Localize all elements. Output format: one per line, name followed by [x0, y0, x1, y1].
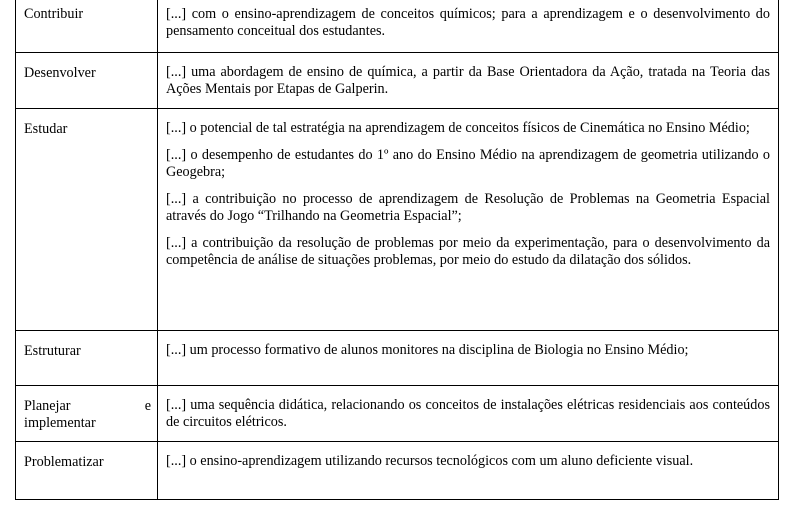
- description-text: [...] um processo formativo de alunos monitores na disciplina de Biologia no Ensino Médio;: [166, 342, 689, 358]
- description-cell: [158, 442, 779, 500]
- verb-cell: Estudar: [16, 109, 158, 331]
- description-cell: [158, 53, 779, 109]
- table-row: [16, 109, 779, 331]
- description-text: [...] uma sequência didática, relacionando os conceitos de instalações elétricas residenciais aos conteúdos de circuitos elétricos.: [166, 397, 770, 430]
- description-text: [...] o desempenho de estudantes do 1º ano do Ensino Médio na aprendizagem de geometria utilizando o Geogebra;: [166, 147, 770, 180]
- description-cell: [158, 0, 779, 53]
- description-text: [...] o ensino-aprendizagem utilizando recursos tecnológicos com um aluno deficiente visual.: [166, 453, 694, 469]
- description-cell: [158, 386, 779, 442]
- description-text: [...] o potencial de tal estratégia na aprendizagem de conceitos físicos de Cinemática no Ensino Médio;: [166, 120, 750, 136]
- description-text: [...] a contribuição da resolução de problemas por meio da experimentação, para o desenvolvimento da competência de análise de situações problemas, por meio do estudo da dilatação dos sólidos.: [166, 235, 770, 268]
- verb-cell: Contribuir: [16, 0, 158, 53]
- verb-cell: Problematizar: [16, 442, 158, 500]
- description-text: [...] a contribuição no processo de aprendizagem de Resolução de Problemas na Geometria Espacial através do Jogo “Trilhando na Geometria Espacial”;: [166, 191, 770, 224]
- description-cell: [158, 331, 779, 386]
- table-row: [16, 386, 779, 442]
- verb-cell: Estruturar: [16, 331, 158, 386]
- table-row: [16, 442, 779, 500]
- description-text: [...] com o ensino-aprendizagem de conceitos químicos; para a aprendizagem e o desenvolvimento do pensamento conceitual dos estudantes.: [166, 6, 770, 39]
- verb-cell: Desenvolver: [16, 53, 158, 109]
- table-row: [16, 0, 779, 53]
- objectives-table: [15, 0, 779, 500]
- description-cell: [158, 109, 779, 331]
- description-text: [...] uma abordagem de ensino de química, a partir da Base Orientadora da Ação, tratada na Teoria das Ações Mentais por Etapas de Galperin.: [166, 64, 770, 97]
- table-row: [16, 331, 779, 386]
- table-row: [16, 53, 779, 109]
- verb-cell: Planejar e implementar: [16, 386, 158, 442]
